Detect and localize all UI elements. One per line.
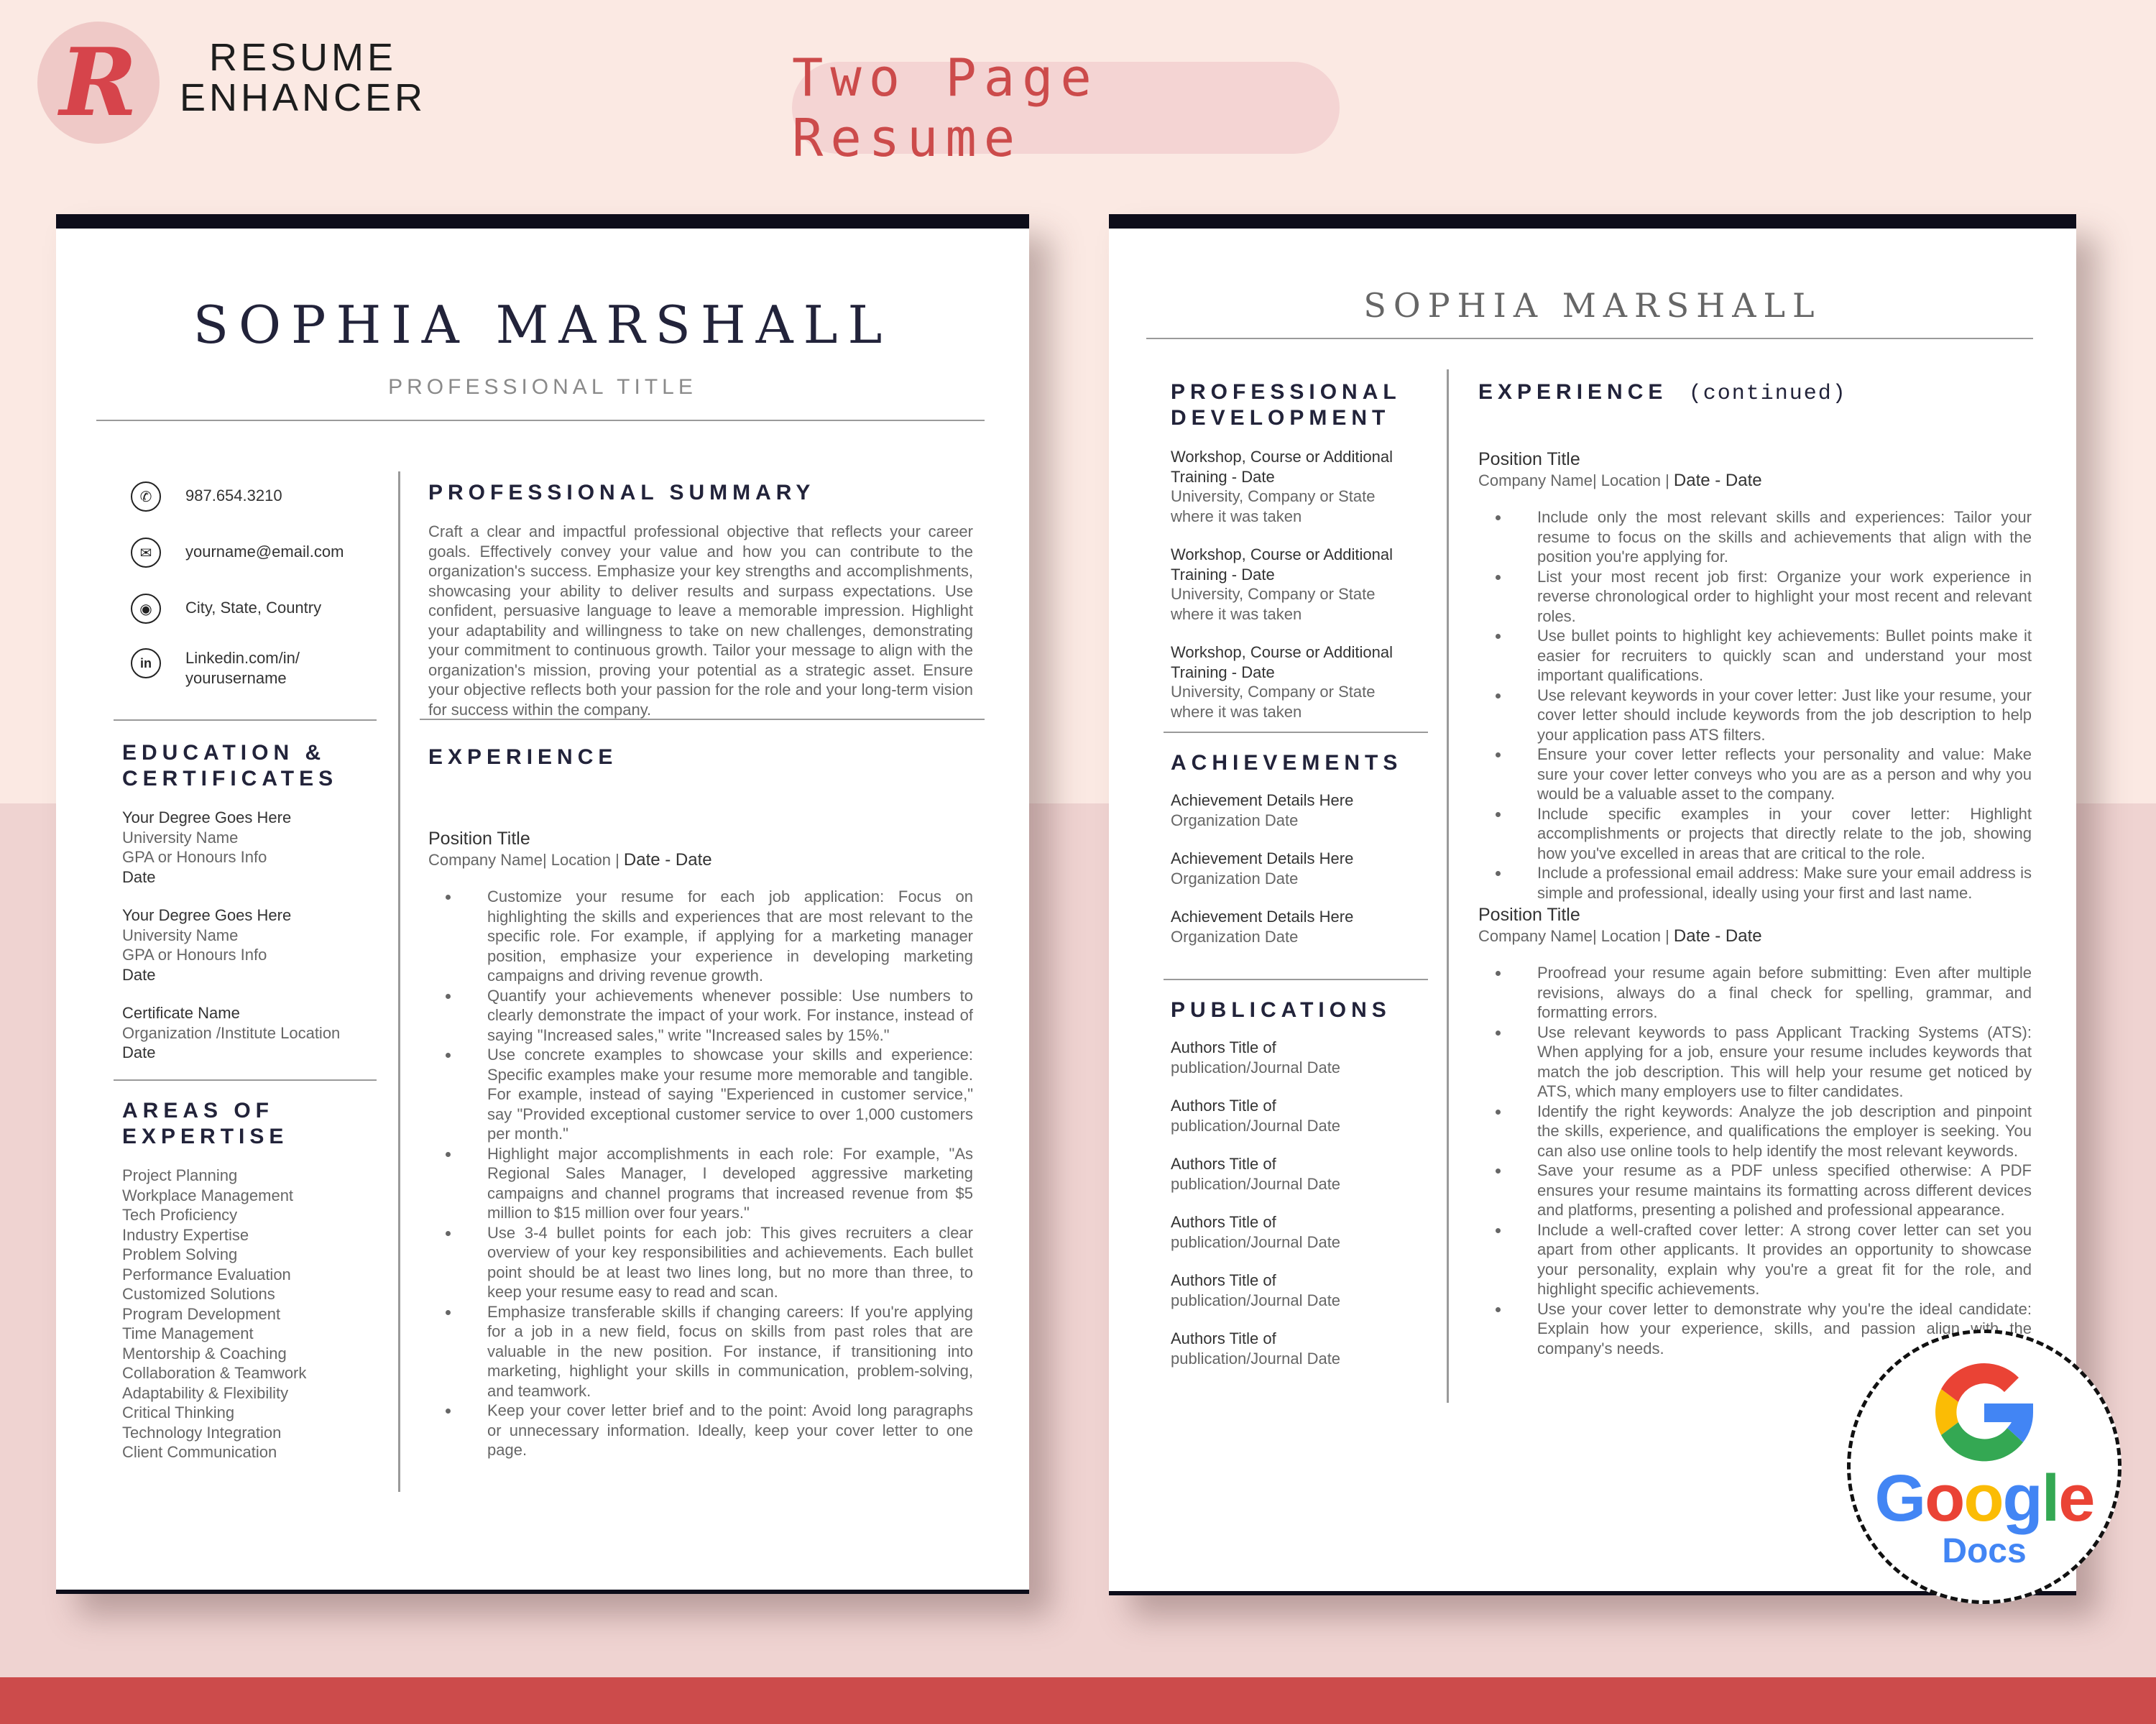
- education-item: [122, 905, 388, 985]
- location-icon: ◉: [131, 594, 161, 624]
- publication-journal: publication/Journal Date: [1171, 1058, 1341, 1077]
- course-institution: University, Company or State: [1171, 487, 1376, 505]
- publication-authors: Authors Title of: [1171, 1329, 1276, 1347]
- achievement-title: Achievement Details Here: [1171, 791, 1354, 809]
- course-date: Training - Date: [1171, 467, 1275, 486]
- certificate-date: Date: [122, 1043, 156, 1061]
- docs-label: Docs: [1942, 1532, 2027, 1570]
- achievement-org: Organization Date: [1171, 869, 1299, 888]
- bullet-item: • Use your cover letter to demonstrate why you're the ideal candidate: Explain how your experience, skills, and passion align with the company's needs.: [1510, 1299, 2032, 1359]
- publication-journal: publication/Journal Date: [1171, 1232, 1341, 1251]
- course-title: Workshop, Course or Additional: [1171, 643, 1393, 661]
- company-line: [1478, 470, 2032, 492]
- background-bottom-bar: [0, 1677, 2156, 1724]
- contact-email: [131, 538, 344, 568]
- development-list: [1171, 447, 1444, 740]
- achievement-item: [1171, 907, 1444, 946]
- bullet-item: • Customize your resume for each job application: Focus on highlighting the skills and experiences that are most relevant to the specific role. For example, if applying for a marketing manager position, emphasize your experience in developing marketing campaigns and driving revenue growth.: [460, 887, 973, 986]
- wordmark-letter: o: [1963, 1462, 2003, 1535]
- publications-list: [1171, 1038, 1444, 1387]
- bullet-item: • Include only the most relevant skills and experiences: Tailor your resume to focus on the skills and achievements that align with the position you're applying for.: [1510, 507, 2032, 567]
- gpa-info: GPA or Honours Info: [122, 848, 267, 866]
- development-item: [1171, 545, 1444, 624]
- contact-email-text: yourname@email.com: [185, 543, 344, 561]
- education-list: [122, 808, 388, 1082]
- publication-authors: Authors Title of: [1171, 1155, 1276, 1173]
- header-divider-page-2: [1146, 338, 2033, 339]
- expertise-heading: [122, 1098, 288, 1150]
- experience-continued-suffix: (continued): [1688, 382, 1847, 406]
- experience-heading-text: EXPERIENCE: [1478, 380, 1668, 404]
- publication-journal: publication/Journal Date: [1171, 1116, 1341, 1135]
- experience-continued-heading: [1478, 379, 1847, 407]
- linkedin-line-2: yourusername: [185, 669, 287, 687]
- expertise-item: Workplace Management: [122, 1186, 294, 1204]
- expertise-item: Performance Evaluation: [122, 1265, 291, 1283]
- linkedin-icon: in: [131, 648, 161, 678]
- bullet-item: • Use concrete examples to showcase your skills and experience: Specific examples make your resume more memorable and tangible. For example, instead of saying "Experienced in customer service," say "Provided exceptional customer service to over 1,000 customers per month.": [460, 1045, 973, 1144]
- development-item: [1171, 642, 1444, 722]
- google-docs-badge: [1847, 1329, 2122, 1604]
- university-name: University Name: [122, 828, 239, 847]
- wordmark-letter: g: [2002, 1462, 2042, 1535]
- logo-letter: R: [59, 27, 138, 137]
- experience-job: [1478, 904, 2032, 1358]
- expertise-item: Collaboration & Teamwork: [122, 1364, 307, 1382]
- company-location: Company Name| Location |: [1478, 471, 1674, 489]
- left-divider-1: [114, 719, 377, 721]
- bullet-item: • List your most recent job first: Organize your work experience in reverse chronological order to highlight your most recent and relevant roles.: [1510, 567, 2032, 627]
- publication-journal: publication/Journal Date: [1171, 1291, 1341, 1309]
- expertise-item: Client Communication: [122, 1443, 277, 1461]
- left-divider-p2-2: [1164, 979, 1428, 980]
- degree-date: Date: [122, 965, 156, 984]
- development-heading-line-2: DEVELOPMENT: [1171, 406, 1391, 430]
- summary-heading: PROFESSIONAL SUMMARY: [428, 481, 816, 504]
- bullet-item: • Emphasize transferable skills if changing careers: If you're applying for a job in a new field, focus on skills from past roles that are valuable in the new position. For instance, if transitioning into marketing, highlight your skills in communication, problem-solving, and teamwork.: [460, 1302, 973, 1401]
- publication-authors: Authors Title of: [1171, 1038, 1276, 1056]
- brand-line-2: ENHANCER: [180, 76, 427, 119]
- expertise-item: Technology Integration: [122, 1423, 282, 1442]
- experience-bullets: [1478, 963, 2032, 1358]
- expertise-item: Project Planning: [122, 1166, 238, 1184]
- bullet-item: • Include a professional email address: Make sure your email address is simple and professional, ideally using your first and last name.: [1510, 863, 2032, 903]
- company-location: Company Name| Location |: [428, 851, 624, 869]
- education-heading: [122, 740, 338, 792]
- two-page-badge: [792, 47, 1340, 168]
- achievement-item: [1171, 849, 1444, 888]
- bullet-item: • Keep your cover letter brief and to the point: Avoid long paragraphs or unnecessary information. Ideally, keep your cover letter to one page.: [460, 1401, 973, 1460]
- achievements-list: [1171, 790, 1444, 965]
- achievement-item: [1171, 790, 1444, 830]
- brand-name: [180, 37, 426, 118]
- google-wordmark: [1851, 1462, 2118, 1534]
- professional-title: PROFESSIONAL TITLE: [388, 375, 697, 399]
- column-divider-page-2: [1447, 369, 1449, 1403]
- expertise-item: Mentorship & Coaching: [122, 1344, 287, 1363]
- column-divider: [398, 471, 400, 1492]
- expertise-item: Problem Solving: [122, 1245, 238, 1263]
- bullet-item: • Use relevant keywords in your cover letter: Just like your resume, your cover letter should include keywords from the job description to help your application pass ATS filters.: [1510, 686, 2032, 745]
- bullet-item: • Use bullet points to highlight key achievements: Bullet points make it easier for recruiters to quickly scan and understand your most important qualifications.: [1510, 626, 2032, 686]
- bullet-item: • Identify the right keywords: Analyze the job description and pinpoint the skills, experience, and qualifications the employer is seeking. You can also use online tools to help identify the most relevant keywords.: [1510, 1102, 2032, 1161]
- wordmark-letter: o: [1925, 1462, 1964, 1535]
- company-line: [1478, 926, 2032, 947]
- publication-item: [1171, 1271, 1444, 1310]
- resume-name: SOPHIA MARSHALL: [193, 295, 893, 355]
- certificate-title: Certificate Name: [122, 1004, 240, 1022]
- course-title: Workshop, Course or Additional: [1171, 545, 1393, 563]
- expertise-item: Tech Proficiency: [122, 1206, 238, 1224]
- position-title: Position Title: [1478, 905, 1580, 925]
- institute-location: Organization /Institute Location: [122, 1023, 341, 1042]
- expertise-item: Industry Expertise: [122, 1225, 249, 1244]
- publication-item: [1171, 1212, 1444, 1252]
- course-date: Training - Date: [1171, 565, 1275, 584]
- achievements-heading: ACHIEVEMENTS: [1171, 751, 1403, 775]
- achievement-org: Organization Date: [1171, 927, 1299, 946]
- university-name: University Name: [122, 926, 239, 944]
- expertise-heading-line-1: AREAS OF: [122, 1099, 275, 1123]
- header-divider: [96, 420, 985, 421]
- experience-bullets: [428, 887, 973, 1460]
- resume-page-1: [56, 214, 1029, 1594]
- left-divider-2: [114, 1079, 377, 1081]
- experience-job: [1478, 448, 2032, 903]
- position-title: Position Title: [428, 829, 530, 849]
- education-heading-line-1: EDUCATION &: [122, 741, 326, 765]
- publication-item: [1171, 1038, 1444, 1077]
- brand-line-1: RESUME: [209, 36, 397, 79]
- achievement-title: Achievement Details Here: [1171, 849, 1354, 867]
- publication-authors: Authors Title of: [1171, 1271, 1276, 1289]
- degree-title: Your Degree Goes Here: [122, 906, 292, 924]
- achievement-title: Achievement Details Here: [1171, 908, 1354, 926]
- phone-icon: ✆: [131, 481, 161, 512]
- development-item: [1171, 447, 1444, 526]
- resume-name-page-2: SOPHIA MARSHALL: [1363, 286, 1822, 325]
- bullet-item: • Use 3-4 bullet points for each job: This gives recruiters a clear overview of your key responsibilities and achievements. Each bullet point should be at least two lines long, but no more than three, to keep your resume easy to read and scan.: [460, 1223, 973, 1302]
- publication-authors: Authors Title of: [1171, 1097, 1276, 1115]
- experience-bullets: [1478, 507, 2032, 903]
- expertise-item: Critical Thinking: [122, 1403, 235, 1421]
- course-location: where it was taken: [1171, 702, 1302, 721]
- course-institution: University, Company or State: [1171, 683, 1376, 701]
- summary-divider: [420, 719, 985, 720]
- contact-linkedin: [131, 648, 300, 688]
- google-g-icon: [1927, 1355, 2042, 1470]
- brand-logo: [37, 22, 160, 144]
- wordmark-letter: e: [2058, 1462, 2094, 1535]
- contact-phone-text: 987.654.3210: [185, 487, 282, 504]
- publications-heading: PUBLICATIONS: [1171, 998, 1391, 1022]
- expertise-item: Customized Solutions: [122, 1285, 275, 1303]
- expertise-list: [122, 1166, 388, 1462]
- contact-location: [131, 594, 321, 624]
- contact-linkedin-text: [185, 648, 300, 688]
- job-dates: Date - Date: [1673, 471, 1762, 490]
- position-title: Position Title: [1478, 449, 1580, 469]
- publication-journal: publication/Journal Date: [1171, 1349, 1341, 1368]
- bullet-item: • Proofread your resume again before submitting: Even after multiple revisions, always do a final check for spelling, grammar, and formatting errors.: [1510, 963, 2032, 1023]
- expertise-heading-line-2: EXPERTISE: [122, 1125, 289, 1148]
- course-location: where it was taken: [1171, 507, 1302, 525]
- job-dates: Date - Date: [1673, 926, 1762, 946]
- linkedin-line-1: Linkedin.com/in/: [185, 649, 300, 667]
- course-location: where it was taken: [1171, 604, 1302, 623]
- publication-authors: Authors Title of: [1171, 1213, 1276, 1231]
- bullet-item: • Quantify your achievements whenever possible: Use numbers to clearly demonstrate the impact of your work. For instance, instead of saying "Increased sales," write "Increased sales by 15%.": [460, 986, 973, 1046]
- publication-item: [1171, 1096, 1444, 1135]
- badge-text: Two Page Resume: [792, 47, 1099, 168]
- company-location: Company Name| Location |: [1478, 927, 1674, 945]
- bullet-item: • Save your resume as a PDF unless specified otherwise: A PDF ensures your resume maintains its formatting across different devices and platforms, presenting a polished and professional appearance.: [1510, 1161, 2032, 1220]
- bullet-item: • Use relevant keywords to pass Applicant Tracking Systems (ATS): When applying for a job, ensure your resume includes keywords that match the job description. This will help your resume get noticed by ATS, which many employers use to filter candidates.: [1510, 1023, 2032, 1102]
- publication-item: [1171, 1154, 1444, 1194]
- education-heading-line-2: CERTIFICATES: [122, 767, 338, 790]
- expertise-item: Adaptability & Flexibility: [122, 1383, 289, 1402]
- gpa-info: GPA or Honours Info: [122, 946, 267, 964]
- expertise-item: Program Development: [122, 1304, 281, 1323]
- degree-date: Date: [122, 867, 156, 886]
- contact-location-text: City, State, Country: [185, 599, 322, 617]
- experience-job: [428, 828, 975, 1460]
- development-heading: [1171, 379, 1401, 431]
- certificate-item: [122, 1003, 388, 1063]
- development-heading-line-1: PROFESSIONAL: [1171, 380, 1401, 404]
- expertise-item: Time Management: [122, 1324, 254, 1342]
- education-item: [122, 808, 388, 887]
- contact-phone: [131, 481, 282, 512]
- summary-text: Craft a clear and impactful professional objective that reflects your career goals. Effectively convey your value and how you can contribute to the organization's success. Emphasize your key strengths and accomplishments, showcasing your ability to deliver results and surpass expectations. Use confident, persuasive language to leave a memorable impression. Highlight your adaptability and willingness to take on new challenges, demonstrating your commitment to continuous growth. Tailor your message to align with the organization's mission, proving your potential as a strategic asset. Ensure your objective reflects both your passion for the role and your long-term vision for success within the company.: [428, 522, 973, 719]
- bullet-item: • Include specific examples in your cover letter: Highlight accomplishments or projects that directly relate to the job, showing how you've excelled in areas that are critical to the role.: [1510, 804, 2032, 864]
- degree-title: Your Degree Goes Here: [122, 808, 292, 826]
- course-title: Workshop, Course or Additional: [1171, 448, 1393, 466]
- publication-item: [1171, 1329, 1444, 1368]
- course-institution: University, Company or State: [1171, 585, 1376, 603]
- wordmark-letter: G: [1874, 1462, 1925, 1535]
- bullet-item: • Highlight major accomplishments in each role: For example, "As Regional Sales Manager, I developed aggressive marketing campaigns and channel programs that increased revenue from $5 million to $15 million over four years.": [460, 1144, 973, 1223]
- bullet-item: • Ensure your cover letter reflects your personality and value: Make sure your cover letter conveys who you are as a person and why you would be a valuable asset to the company.: [1510, 745, 2032, 804]
- email-icon: ✉: [131, 538, 161, 568]
- wordmark-letter: l: [2041, 1462, 2059, 1535]
- experience-heading: EXPERIENCE: [428, 745, 618, 769]
- company-line: [428, 849, 975, 871]
- publication-journal: publication/Journal Date: [1171, 1174, 1341, 1193]
- course-date: Training - Date: [1171, 663, 1275, 681]
- job-dates: Date - Date: [623, 850, 712, 870]
- bullet-item: • Include a well-crafted cover letter: A strong cover letter can set you apart from other applicants. It provides an opportunity to showcase your personality, explain why you're a great fit for the role, and highlight specific achievements.: [1510, 1220, 2032, 1299]
- achievement-org: Organization Date: [1171, 811, 1299, 829]
- left-divider-p2-1: [1164, 732, 1428, 733]
